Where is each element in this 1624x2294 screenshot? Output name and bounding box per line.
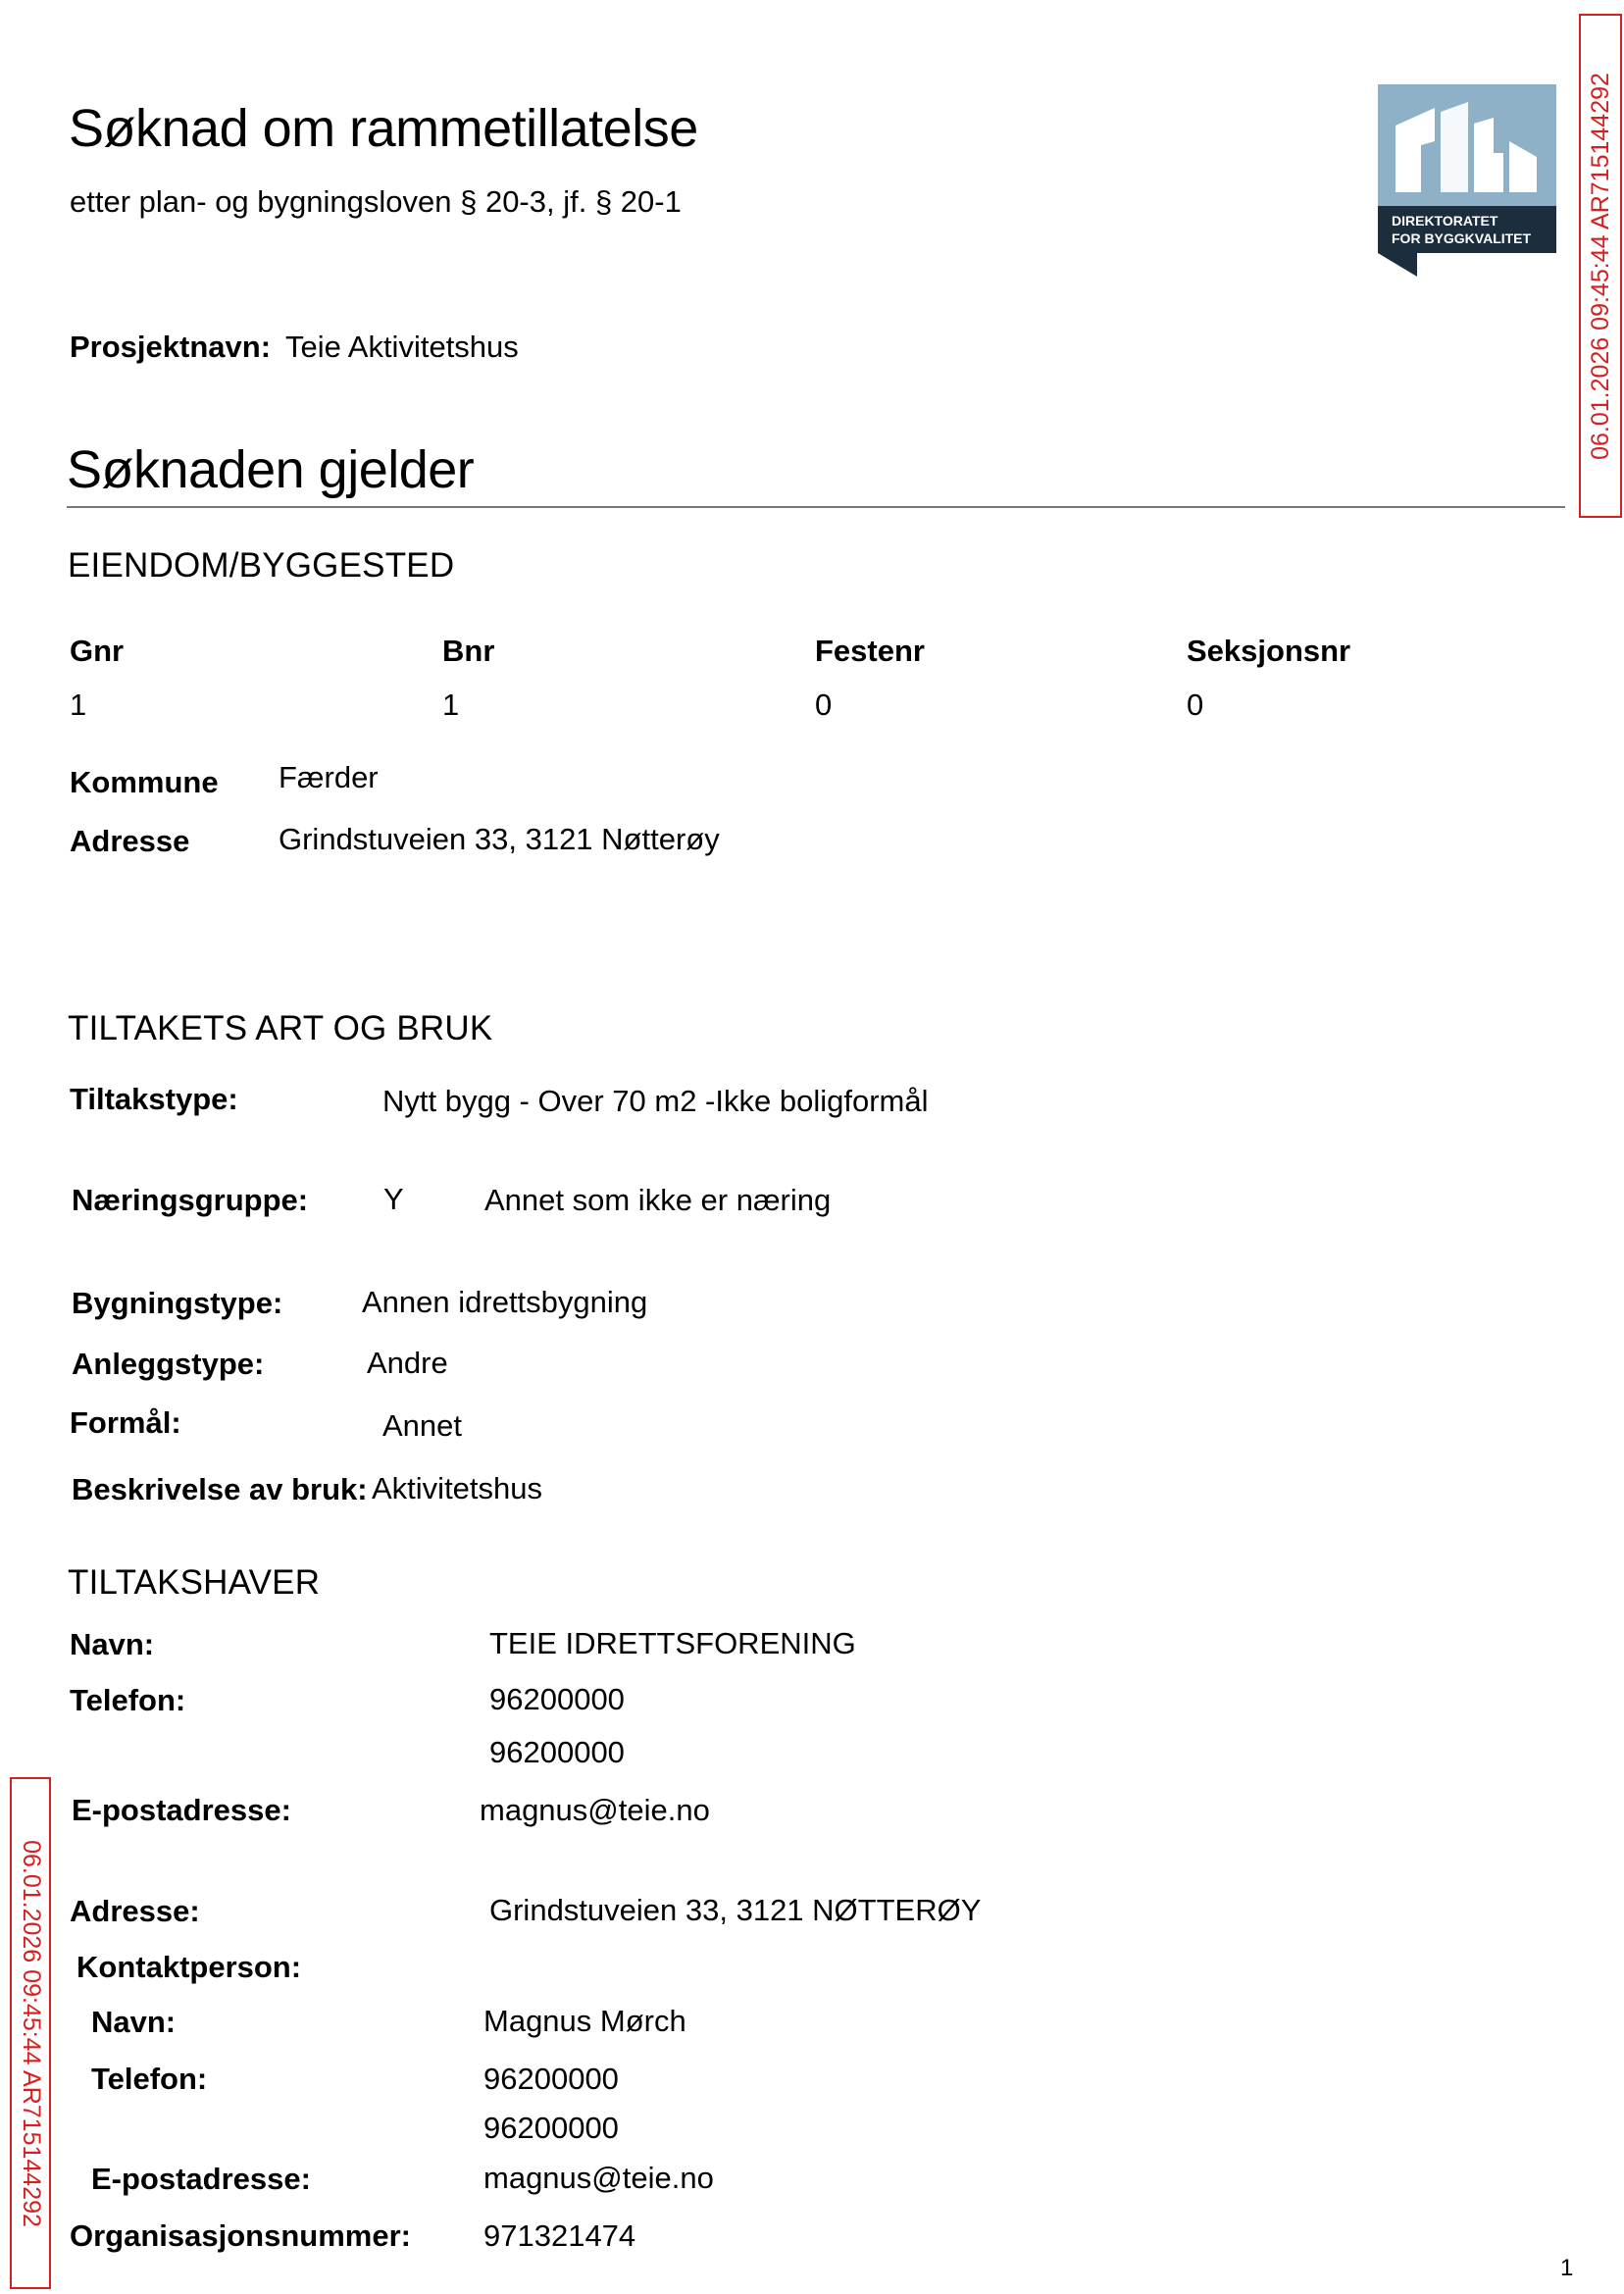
tiltakstype-value: Nytt bygg - Over 70 m2 -Ikke boligformål xyxy=(382,1084,929,1118)
timestamp-stamp-left xyxy=(10,1777,51,2289)
telefon-label: Telefon: xyxy=(70,1683,186,1717)
gnr-value: 1 xyxy=(70,688,87,722)
festenr-value: 0 xyxy=(815,688,833,722)
kontakt-epost-label: E-postadresse: xyxy=(91,2162,311,2196)
logo-text-line1: DIREKTORATET xyxy=(1392,213,1498,229)
anleggstype-value: Andre xyxy=(367,1346,448,1380)
epost-value: magnus@teie.no xyxy=(480,1793,710,1827)
beskrivelse-value: Aktivitetshus xyxy=(372,1471,543,1505)
naeringsgruppe-code: Y xyxy=(383,1182,404,1216)
kommune-value: Færder xyxy=(279,760,379,794)
stamp-text: 06.01.2026 09:45:44 AR715144292 xyxy=(1586,72,1614,460)
formal-value: Annet xyxy=(382,1408,463,1443)
kontakt-telefon-value-1: 96200000 xyxy=(483,2062,619,2096)
project-name-label: Prosjektnavn: xyxy=(70,330,272,364)
naeringsgruppe-label: Næringsgruppe: xyxy=(72,1183,309,1217)
tiltakshaver-heading: TILTAKSHAVER xyxy=(68,1563,321,1602)
tiltakshaver-adresse-label: Adresse: xyxy=(70,1894,200,1928)
navn-value: TEIE IDRETTSFORENING xyxy=(489,1626,856,1660)
adresse-label: Adresse xyxy=(70,824,190,858)
bnr-value: 1 xyxy=(442,688,460,722)
timestamp-stamp-top xyxy=(1579,14,1622,518)
project-name-value: Teie Aktivitetshus xyxy=(285,330,519,364)
logo-text-line2: FOR BYGGKVALITET xyxy=(1392,230,1532,246)
festenr-label: Festenr xyxy=(815,634,925,668)
orgnr-value: 971321474 xyxy=(483,2218,636,2253)
page-number: 1 xyxy=(1560,2255,1574,2281)
adresse-value: Grindstuveien 33, 3121 Nøtterøy xyxy=(279,822,720,856)
kontakt-navn-label: Navn: xyxy=(91,2005,177,2039)
eiendom-heading: EIENDOM/BYGGESTED xyxy=(68,546,455,585)
kontaktperson-label: Kontaktperson: xyxy=(76,1950,302,1984)
tiltak-heading: TILTAKETS ART OG BRUK xyxy=(68,1009,493,1047)
beskrivelse-label: Beskrivelse av bruk: xyxy=(72,1472,368,1506)
bygningstype-label: Bygningstype: xyxy=(72,1286,283,1320)
telefon-value-1: 96200000 xyxy=(489,1682,625,1716)
section-divider xyxy=(67,506,1565,508)
orgnr-label: Organisasjonsnummer: xyxy=(70,2218,411,2253)
seksjonsnr-label: Seksjonsnr xyxy=(1187,634,1351,668)
epost-label: E-postadresse: xyxy=(72,1793,291,1827)
bnr-label: Bnr xyxy=(442,634,495,668)
formal-label: Formål: xyxy=(70,1405,181,1440)
kontakt-epost-value: magnus@teie.no xyxy=(483,2161,714,2195)
anleggstype-label: Anleggstype: xyxy=(72,1347,265,1381)
gnr-label: Gnr xyxy=(70,634,125,668)
tiltakshaver-adresse-value: Grindstuveien 33, 3121 NØTTERØY xyxy=(489,1893,982,1927)
tiltakstype-label: Tiltakstype: xyxy=(70,1082,238,1116)
telefon-value-2: 96200000 xyxy=(489,1735,625,1769)
kontakt-telefon-value-2: 96200000 xyxy=(483,2111,619,2145)
naeringsgruppe-value: Annet som ikke er næring xyxy=(484,1183,832,1217)
dibk-logo xyxy=(1378,84,1556,277)
document-title: Søknad om rammetillatelse xyxy=(69,99,698,158)
seksjonsnr-value: 0 xyxy=(1187,688,1204,722)
document-subtitle: etter plan- og bygningsloven § 20-3, jf. § 20-1 xyxy=(70,184,682,219)
navn-label: Navn: xyxy=(70,1627,155,1661)
dibk-logo-icon xyxy=(1378,84,1556,277)
kontakt-telefon-label: Telefon: xyxy=(91,2062,208,2096)
stamp-text: 06.01.2026 09:45:44 AR715144292 xyxy=(17,1839,45,2227)
section-title: Søknaden gjelder xyxy=(67,440,475,499)
bygningstype-value: Annen idrettsbygning xyxy=(362,1285,648,1319)
kontakt-navn-value: Magnus Mørch xyxy=(483,2004,686,2038)
kommune-label: Kommune xyxy=(70,765,219,799)
